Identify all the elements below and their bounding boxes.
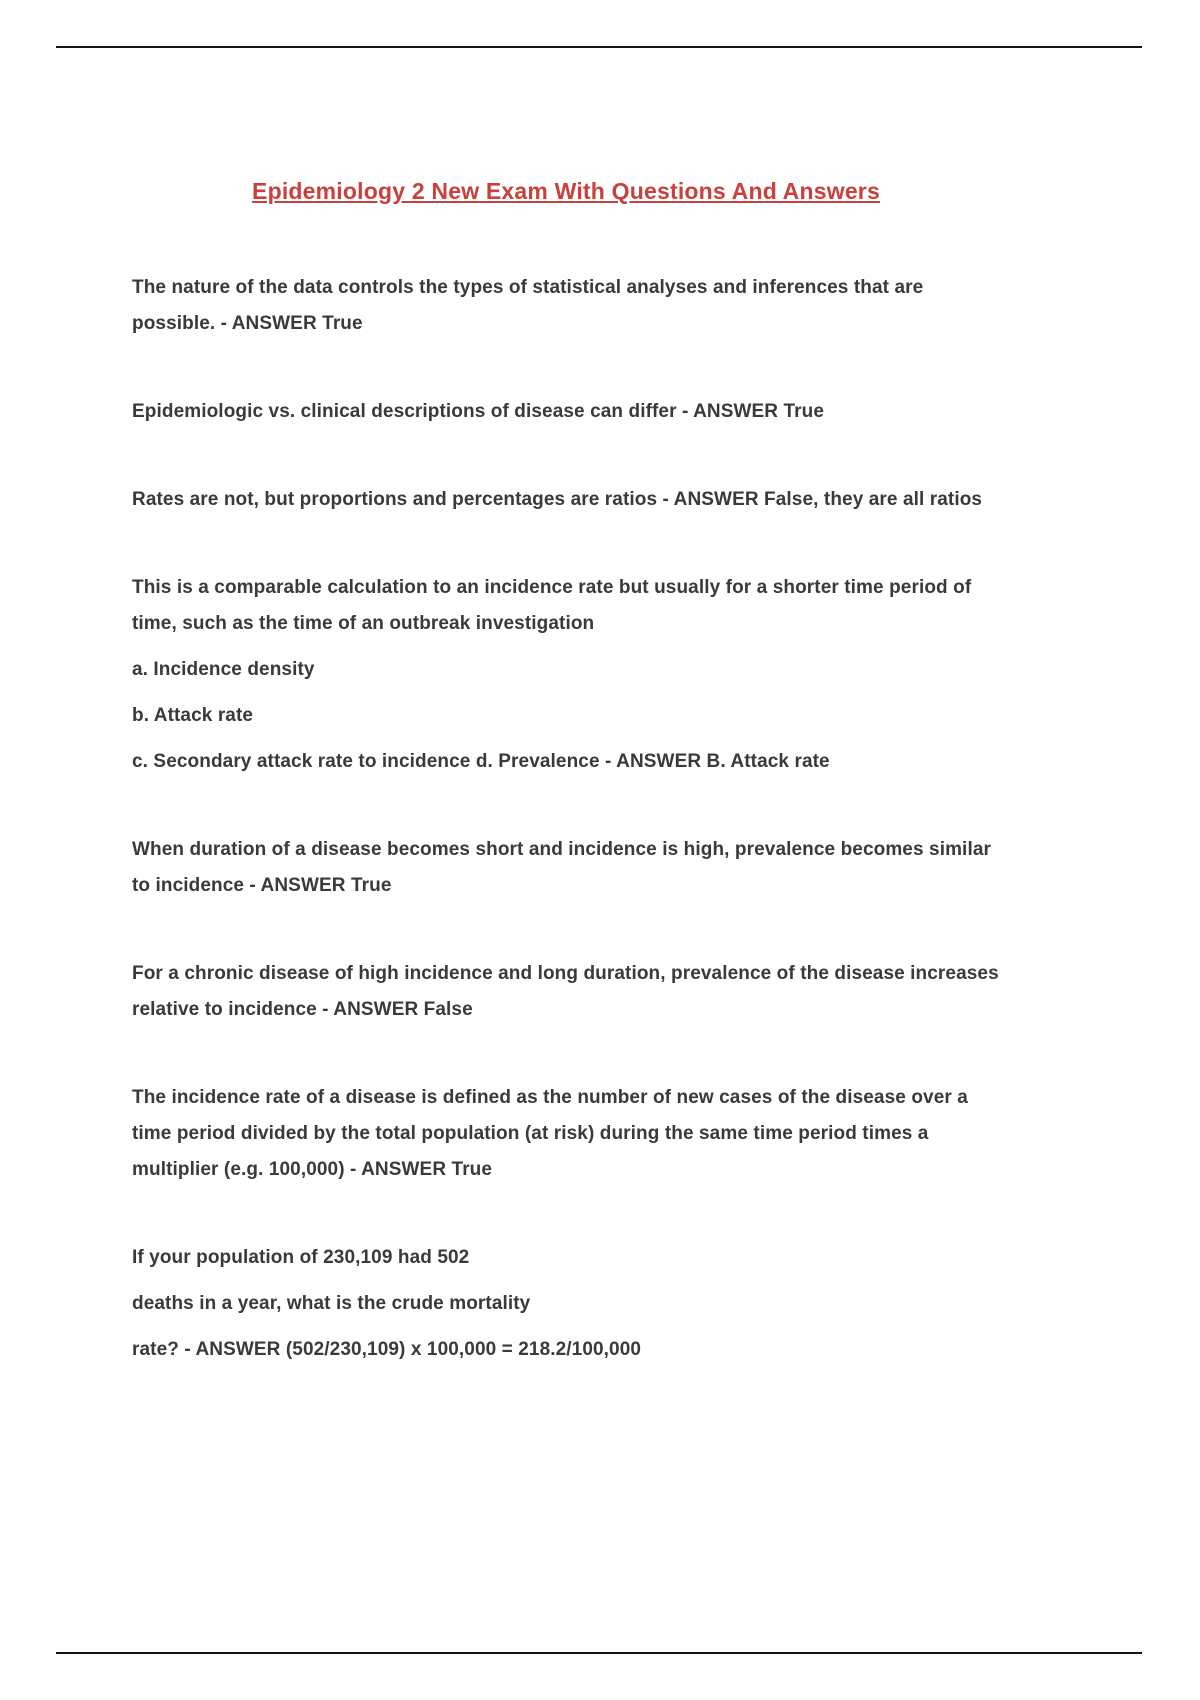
document-content [132, 176, 1000, 1368]
qa-paragraph: When duration of a disease becomes short and incidence is high, prevalence becomes similar to incidence - ANSWER True [132, 839, 991, 896]
answer-option-c: c. Secondary attack rate to incidence d. Prevalence - ANSWER B. Attack rate [132, 751, 830, 772]
document-title: Epidemiology 2 New Exam With Questions And Answers [252, 178, 880, 204]
qa-paragraph: Epidemiologic vs. clinical descriptions of disease can differ - ANSWER True [132, 401, 825, 422]
answer-option-a: a. Incidence density [132, 659, 315, 680]
qa-paragraph: The incidence rate of a disease is defined as the number of new cases of the disease over a time period divided by the total population (at risk) during the same time period times a multiplier (e.g. 100,000) - ANSWER True [132, 1087, 968, 1180]
qa-paragraph: If your population of 230,109 had 502 [132, 1247, 470, 1268]
qa-paragraph: For a chronic disease of high incidence and long duration, prevalence of the disease increases relative to incidence - ANSWER False [132, 963, 999, 1020]
top-rule [56, 46, 1142, 48]
qa-paragraph: rate? - ANSWER (502/230,109) x 100,000 = 218.2/100,000 [132, 1339, 642, 1360]
qa-paragraph: Rates are not, but proportions and percentages are ratios - ANSWER False, they are all ratios [132, 489, 983, 510]
qa-paragraph: deaths in a year, what is the crude mortality [132, 1293, 531, 1314]
bottom-rule [56, 1652, 1142, 1654]
qa-paragraph: This is a comparable calculation to an incidence rate but usually for a shorter time period of time, such as the time of an outbreak investigation [132, 577, 972, 634]
qa-paragraph: The nature of the data controls the types of statistical analyses and inferences that are possible. - ANSWER True [132, 277, 924, 334]
answer-option-b: b. Attack rate [132, 705, 254, 726]
